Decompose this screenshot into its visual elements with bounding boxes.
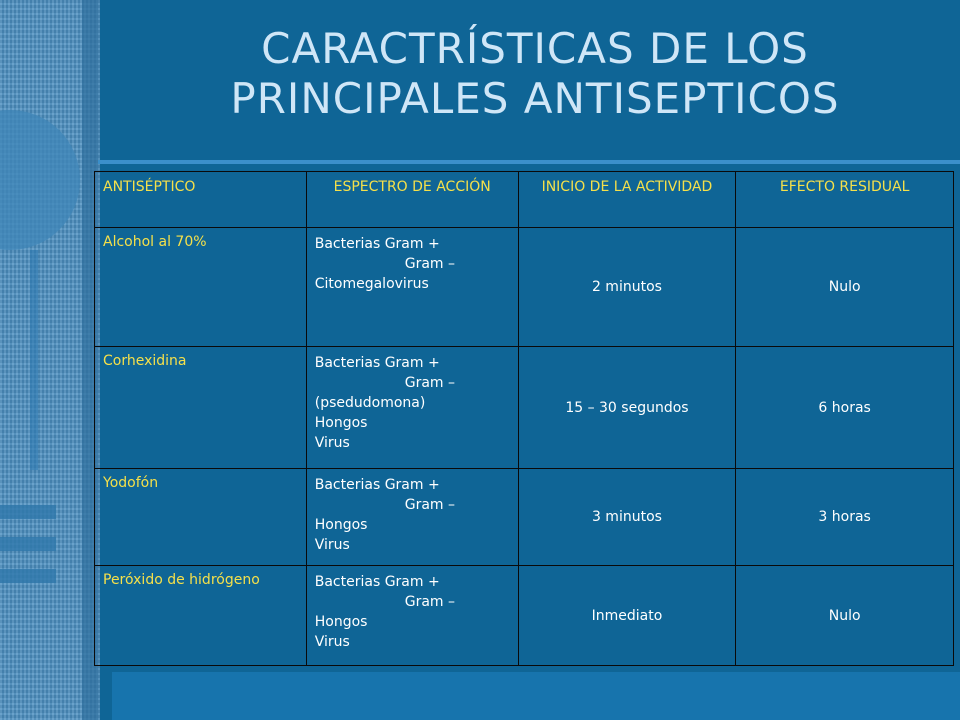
decorative-bar [0, 505, 56, 519]
table-row [95, 566, 954, 666]
title-line-2: PRINCIPALES ANTISEPTICOS [230, 74, 840, 123]
spectrum-line: Virus [314, 537, 350, 553]
cell-onset: 3 minutos [518, 469, 736, 566]
spectrum-line: Virus [314, 634, 350, 650]
table-row [95, 228, 954, 347]
spectrum-line: Bacterias Gram + [314, 574, 440, 590]
cell-residual: Nulo [736, 566, 954, 666]
spectrum-line: Gram – [404, 594, 456, 610]
cell-spectrum [306, 566, 518, 666]
spectrum-line: Hongos [314, 614, 368, 630]
cell-spectrum [306, 469, 518, 566]
cell-antiseptic: Alcohol al 70% [95, 228, 307, 347]
header-residual: EFECTO RESIDUAL [736, 172, 954, 228]
decorative-bar [0, 569, 56, 583]
table-header-row [95, 172, 954, 228]
title-divider [98, 160, 960, 164]
spectrum-line: Bacterias Gram + [314, 355, 440, 371]
header-antiseptic: ANTISÉPTICO [95, 172, 307, 228]
table-row [95, 347, 954, 469]
spectrum-line: Gram – [404, 256, 456, 272]
decorative-bar [0, 537, 56, 551]
spectrum-line: Virus [314, 435, 350, 451]
spectrum-line: Gram – [404, 375, 456, 391]
title-line-1: CARACTRÍSTICAS DE LOS [261, 24, 809, 73]
cell-spectrum [306, 228, 518, 347]
spectrum-line: Bacterias Gram + [314, 477, 440, 493]
cell-antiseptic: Peróxido de hidrógeno [95, 566, 307, 666]
cell-antiseptic: Yodofón [95, 469, 307, 566]
cell-antiseptic: Corhexidina [95, 347, 307, 469]
cell-spectrum [306, 347, 518, 469]
spectrum-line: Hongos [314, 517, 368, 533]
cell-residual: 6 horas [736, 347, 954, 469]
spectrum-line: Hongos [314, 415, 368, 431]
bottom-band [112, 672, 960, 720]
cell-residual: Nulo [736, 228, 954, 347]
antiseptics-table [94, 171, 954, 666]
page-title [150, 24, 920, 124]
header-onset: INICIO DE LA ACTIVIDAD [518, 172, 736, 228]
table-row [95, 469, 954, 566]
cell-onset: Inmediato [518, 566, 736, 666]
spectrum-line: (psedudomona) [314, 395, 426, 411]
cell-onset: 15 – 30 segundos [518, 347, 736, 469]
spectrum-line: Citomegalovirus [314, 276, 429, 292]
cell-onset: 2 minutos [518, 228, 736, 347]
decorative-vertical-line [30, 250, 38, 470]
header-spectrum: ESPECTRO DE ACCIÓN [306, 172, 518, 228]
spectrum-line: Gram – [404, 497, 456, 513]
cell-residual: 3 horas [736, 469, 954, 566]
spectrum-line: Bacterias Gram + [314, 236, 440, 252]
